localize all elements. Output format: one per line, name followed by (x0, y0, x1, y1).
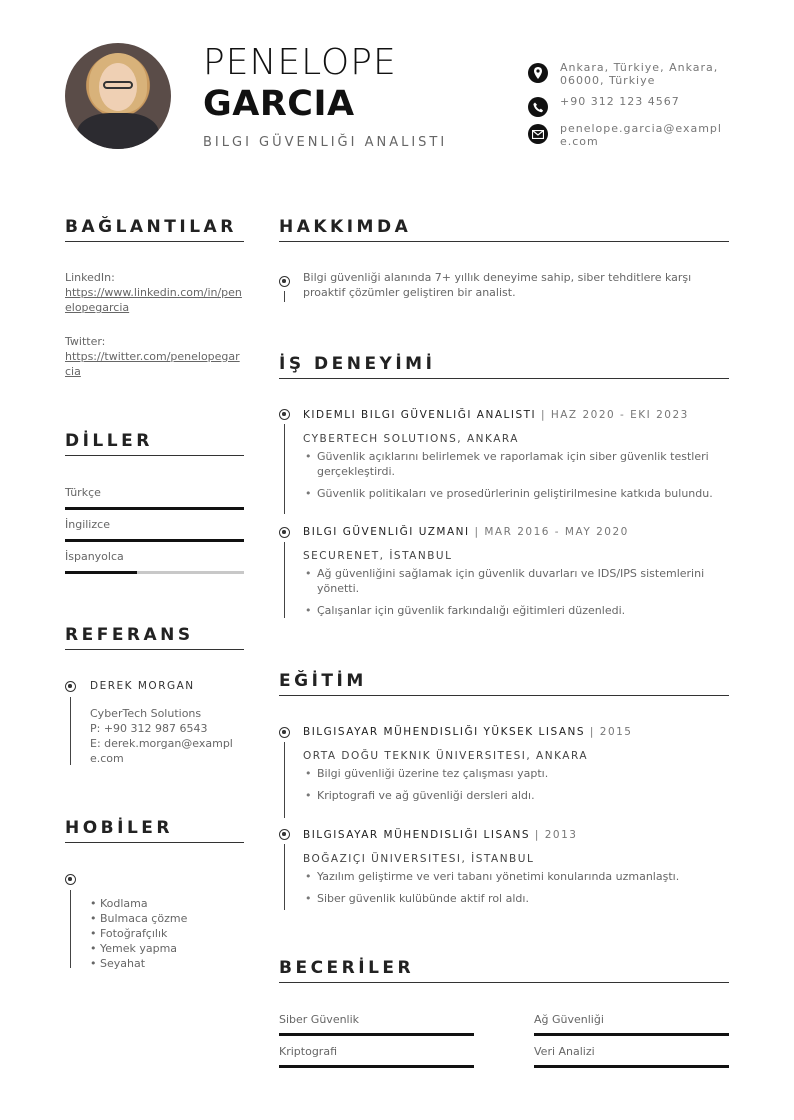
skill-bar (279, 1065, 474, 1068)
timeline-marker (279, 727, 290, 738)
skills-divider (279, 982, 729, 983)
timeline-line (284, 542, 285, 618)
skill-bar (534, 1033, 729, 1036)
role-date: | MAR 2016 - MAY 2020 (474, 526, 629, 538)
experience-bullet: • Güvenlik politikaları ve prosedürlerinin geliştirilmesine katkıda bulundu. (303, 486, 723, 501)
timeline-marker (65, 681, 76, 692)
hobby-item: • Kodlama (90, 897, 148, 910)
role-title: KIDEMLI BILGI GÜVENLIĞI ANALISTI (303, 409, 537, 421)
education-title: EĞİTİM (279, 671, 367, 691)
last-name: GARCIA (203, 84, 355, 124)
hobby-list (90, 896, 187, 971)
role-title: BILGI GÜVENLIĞI UZMANI (303, 526, 470, 538)
about-text: Bilgi güvenliği alanında 7+ yıllık deneyime sahip, siber tehditlere karşı proaktif çözümler geliştiren bir analist. (303, 271, 692, 299)
skill-item (279, 1045, 474, 1068)
email-text: penelope.garcia@example.com (560, 122, 722, 148)
about-divider (279, 241, 729, 242)
contact-address (528, 61, 728, 87)
experience-company: CYBERTECH SOLUTIONS, ANKARA (303, 433, 519, 445)
experience-title: İŞ DENEYİMİ (279, 354, 436, 374)
links-title: BAĞLANTILAR (65, 217, 237, 237)
links-block (65, 270, 243, 379)
education-bullet: • Kriptografi ve ağ güvenliği dersleri aldı. (303, 788, 723, 803)
hobbies-title: HOBİLER (65, 818, 173, 838)
education-school: BOĞAZIÇI ÜNIVERSITESI, İSTANBUL (303, 853, 535, 865)
map-pin-icon (528, 63, 548, 83)
timeline-marker (279, 829, 290, 840)
skill-bar (279, 1033, 474, 1036)
degree-date: | 2015 (589, 726, 633, 738)
envelope-icon (528, 124, 548, 144)
timeline-marker (279, 276, 290, 287)
contact-email (528, 122, 728, 148)
education-divider (279, 695, 729, 696)
reference-company: CyberTech Solutions (90, 707, 202, 720)
education-bullet: • Siber güvenlik kulübünde aktif rol aldı. (303, 891, 723, 906)
profile-photo (65, 43, 171, 149)
references-title: REFERANS (65, 625, 194, 645)
experience-bullet: • Ağ güvenliğini sağlamak için güvenlik duvarları ve IDS/IPS sistemlerini yönetti. (303, 566, 723, 596)
timeline-marker (279, 409, 290, 420)
skill-name: Siber Güvenlik (279, 1013, 360, 1026)
twitter-link[interactable]: https://twitter.com/penelopegarcia (65, 350, 240, 378)
education-degree (303, 829, 577, 841)
skill-bar (534, 1065, 729, 1068)
hobby-item: • Seyahat (90, 957, 146, 970)
language-item (65, 486, 244, 510)
experience-bullet: • Çalışanlar için güvenlik farkındalığı eğitimleri düzenledi. (303, 603, 723, 618)
language-item (65, 518, 244, 542)
linkedin-link[interactable]: https://www.linkedin.com/in/penelopegarcia (65, 286, 242, 314)
hobby-item: • Fotoğrafçılık (90, 927, 168, 940)
experience-company: SECURENET, İSTANBUL (303, 550, 453, 562)
first-name: PENELOPE (203, 42, 397, 83)
timeline-marker (65, 874, 76, 885)
experience-role (303, 526, 629, 538)
experience-bullets (303, 566, 723, 625)
skill-name: Veri Analizi (534, 1045, 595, 1058)
twitter-label: Twitter: (65, 335, 106, 348)
skill-item (534, 1045, 729, 1068)
education-bullets (303, 869, 723, 913)
address-text: Ankara, Türkiye, Ankara, 06000, Türkiye (560, 61, 719, 87)
languages-title: DİLLER (65, 431, 153, 451)
experience-bullet: • Güvenlik açıklarını belirlemek ve raporlamak için siber güvenlik testleri gerçekleştirdi. (303, 449, 723, 479)
timeline-line (284, 742, 285, 818)
degree-title: BILGISAYAR MÜHENDISLIĞI YÜKSEK LISANS (303, 726, 586, 738)
education-bullets (303, 766, 723, 810)
reference-phone: P: +90 312 987 6543 (90, 722, 208, 735)
hobby-item: • Yemek yapma (90, 942, 178, 955)
language-name: İngilizce (65, 518, 110, 531)
reference-email: E: derek.morgan@example.com (90, 737, 233, 765)
language-level-bar (65, 539, 244, 542)
contact-phone (528, 95, 728, 117)
timeline-line (284, 291, 285, 302)
degree-date: | 2013 (534, 829, 578, 841)
experience-bullets (303, 449, 723, 508)
role-date: | HAZ 2020 - EKI 2023 (540, 409, 689, 421)
language-level-bar (65, 507, 244, 510)
language-name: Türkçe (65, 486, 101, 499)
hobbies-divider (65, 842, 244, 843)
education-bullet: • Yazılım geliştirme ve veri tabanı yönetimi konularında uzmanlaştı. (303, 869, 723, 884)
education-bullet: • Bilgi güvenliği üzerine tez çalışması yaptı. (303, 766, 723, 781)
timeline-marker (279, 527, 290, 538)
phone-text: +90 312 123 4567 (560, 95, 680, 108)
language-item (65, 550, 244, 574)
timeline-line (284, 844, 285, 910)
skill-name: Kriptografi (279, 1045, 337, 1058)
education-degree (303, 726, 633, 738)
experience-role (303, 409, 689, 421)
degree-title: BILGISAYAR MÜHENDISLIĞI LISANS (303, 829, 531, 841)
reference-details (90, 706, 242, 766)
about-title: HAKKIMDA (279, 217, 412, 237)
hobby-item: • Bulmaca çözme (90, 912, 188, 925)
language-level-bar (65, 571, 244, 574)
links-divider (65, 241, 244, 242)
skills-title: BECERİLER (279, 958, 415, 978)
timeline-line (284, 424, 285, 514)
job-title: BILGI GÜVENLIĞI ANALISTI (203, 135, 448, 150)
skill-name: Ağ Güvenliği (534, 1013, 604, 1026)
references-divider (65, 649, 244, 650)
experience-divider (279, 378, 729, 379)
timeline-line (70, 890, 71, 968)
language-name: İspanyolca (65, 550, 124, 563)
skill-item (279, 1013, 474, 1036)
skill-item (534, 1013, 729, 1036)
languages-divider (65, 455, 244, 456)
timeline-line (70, 697, 71, 765)
phone-icon (528, 97, 548, 117)
reference-name: DEREK MORGAN (90, 680, 195, 692)
education-school: ORTA DOĞU TEKNIK ÜNIVERSITESI, ANKARA (303, 750, 589, 762)
linkedin-label: LinkedIn: (65, 271, 115, 284)
